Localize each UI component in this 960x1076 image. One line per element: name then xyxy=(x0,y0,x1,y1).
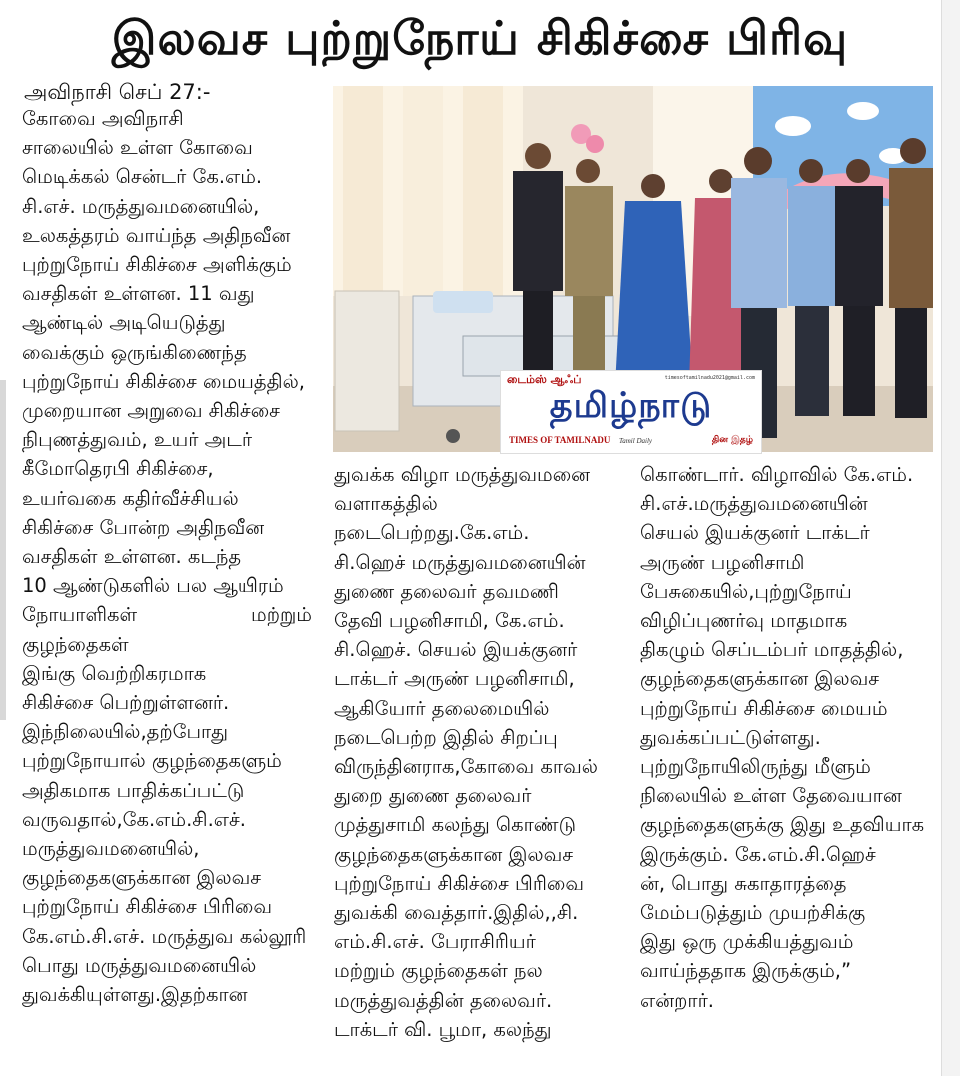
logo-main-text: தமிழ்நாடு xyxy=(549,386,713,426)
adjacent-article-edge xyxy=(941,0,960,1076)
newspaper-logo xyxy=(500,370,762,454)
article-column-2: துவக்க விழா மருத்துவமனை வளாகத்தில் நடைபெற்றது.கே.எம். சி.ஹெச் மருத்துவமனையின் துணை தலைவர் தவமணி தேவி பழனிசாமி, கே.எம். சி.ஹெச். செயல் இயக்குனர் டாக்டர் அருண் பழனிசாமி, ஆகியோர் தலைமையில் நடைபெற்ற இதில் சிறப்பு விருந்தினராக,கோவை காவல் துறை துணை தலைவர் முத்துசாமி கலந்து கொண்டு குழந்தைகளுக்கான இலவச புற்றுநோய் சிகிச்சை பிரிவை துவக்கி வைத்தார்.இதில்,,சி. எம்.சி.எச். பேராசிரியர் மற்றும் குழந்தைகள் நல மருத்துவத்தின் தலைவர். டாக்டர் வி. பூமா, கலந்து xyxy=(334,463,598,1041)
headline: இலவச புற்றுநோய் சிகிச்சை பிரிவு xyxy=(111,11,849,65)
logo-tagline: Tamil Daily xyxy=(619,437,652,445)
logo-english-name: TIMES OF TAMILNADU xyxy=(509,435,611,445)
article-column-3: கொண்டார். விழாவில் கே.எம். சி.எச்.மருத்துவமனையின் செயல் இயக்குனர் டாக்டர் அருண் பழனிசாமி பேசுகையில்,புற்றுநோய் விழிப்புணர்வு மாதமாக திகழும் செப்டம்பர் மாதத்தில், குழந்தைகளுக்கான இலவச புற்றுநோய் சிகிச்சை மையம் துவக்கப்பட்டுள்ளது. புற்றுநோயிலிருந்து மீளும் நிலையில் உள்ள தேவையான குழந்தைகளுக்கு இது உதவியாக இருக்கும். கே.எம்.சி.ஹெச் ன், பொது சுகாதாரத்தை மேம்படுத்தும் முயற்சிக்கு இது ஒரு முக்கியத்துவம் வாய்ந்ததாக இருக்கும்,” என்றார். xyxy=(640,463,925,1012)
article-column-1: கோவை அவிநாசி சாலையில் உள்ள கோவை மெடிக்கல் சென்டர் கே.எம். சி.எச். மருத்துவமனையில், உலகத்தரம் வாய்ந்த அதிநவீன புற்றுநோய் சிகிச்சை அளிக்கும் வசதிகள் உள்ளன. 11 வது ஆண்டில் அடியெடுத்து வைக்கும் ஒருங்கிணைந்த புற்றுநோய் சிகிச்சை மையத்தில், முறையான அறுவை சிகிச்சை நிபுணத்துவம், உயர் அடர் கீமோதெரபி சிகிச்சை, உயர்வகை கதிர்வீச்சியல் சிகிச்சை போன்ற அதிநவீன வசதிகள் உள்ளன. கடந்த 10 ஆண்டுகளில் பல ஆயிரம் நோயாளிகள் மற்றும் குழந்தைகள் இங்கு வெற்றிகரமாக சிகிச்சை பெற்றுள்ளனர். இந்நிலையில்,தற்போது புற்றுநோயால் குழந்தைகளும் அதிகமாக பாதிக்கப்பட்டு வருவதால்,கே.எம்.சி.எச். மருத்துவமனையில், குழந்தைகளுக்கான இலவச புற்றுநோய் சிகிச்சை பிரிவை கே.எம்.சி.எச். மருத்துவ கல்லூரி பொது மருத்துவமனையில் துவக்கியுள்ளது.இதற்கான xyxy=(22,107,312,1007)
dateline: அவிநாசி செப் 27:- xyxy=(24,80,211,104)
logo-email: timesoftamilnadu2021@gmail.com xyxy=(664,375,755,381)
logo-daily-text: தின இதழ் xyxy=(711,435,753,445)
adjacent-page-edge xyxy=(0,380,6,720)
logo-top-text: டைம்ஸ் ஆஃப் xyxy=(507,373,582,386)
